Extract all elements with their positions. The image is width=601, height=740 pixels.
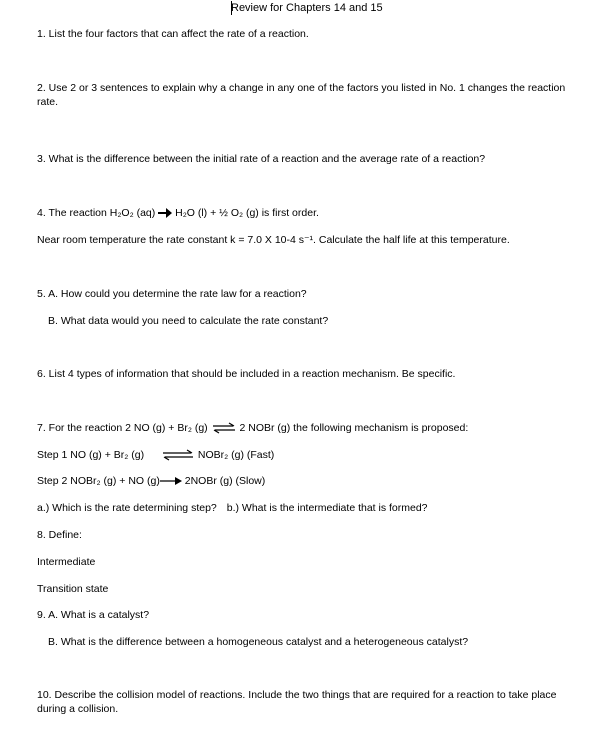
reaction-arrow-icon: [160, 476, 182, 486]
page-title: Review for Chapters 14 and 15: [231, 2, 383, 14]
question-10: 10. Describe the collision model of reactions. Include the two things that are required for a reaction to take place during a collision.: [37, 689, 557, 716]
question-7-subquestions: [37, 501, 428, 515]
equilibrium-arrow-icon: [161, 449, 195, 461]
question-3: 3. What is the difference between the initial rate of a reaction and the average rate of a reaction?: [37, 153, 486, 165]
question-2: 2. Use 2 or 3 sentences to explain why a change in any one of the factors you listed in No. 1 changes the reaction rate.: [37, 82, 566, 109]
question-6: 6. List 4 types of information that should be included in a reaction mechanism. Be specific.: [37, 368, 456, 380]
mechanism-step-1: [37, 448, 274, 462]
question-7a: a.) Which is the rate determining step?: [37, 502, 217, 514]
equilibrium-arrow-icon: [211, 422, 237, 434]
step-1-rest: NOBr₂ (g) (Fast): [194, 449, 275, 461]
question-5b: B. What data would you need to calculate the rate constant?: [48, 315, 329, 327]
step-2-lead: Step 2 NOBr₂ (g) + NO (g): [37, 475, 160, 487]
question-4-lead: 4. The reaction H₂O₂ (aq): [37, 207, 159, 219]
mechanism-step-2: [37, 474, 265, 488]
question-7b: b.) What is the intermediate that is formed?: [226, 502, 428, 514]
question-7: [37, 421, 468, 435]
question-7-rest: 2 NOBr (g) the following mechanism is proposed:: [236, 422, 469, 434]
question-1: 1. List the four factors that can affect the rate of a reaction.: [37, 28, 309, 40]
question-9a: 9. A. What is a catalyst?: [37, 609, 150, 621]
step-2-rest: 2NOBr (g) (Slow): [181, 475, 266, 487]
question-4: [37, 206, 319, 220]
step-1-lead: Step 1 NO (g) + Br₂ (g): [37, 449, 147, 461]
question-7-lead: 7. For the reaction 2 NO (g) + Br₂ (g): [37, 422, 211, 434]
define-transition-state: Transition state: [37, 583, 109, 595]
question-4-rate-constant: Near room temperature the rate constant k = 7.0 X 10-4 s⁻¹. Calculate the half life at this temperature.: [37, 234, 510, 246]
question-5a: 5. A. How could you determine the rate law for a reaction?: [37, 288, 307, 300]
question-9b: B. What is the difference between a homogeneous catalyst and a heterogeneous catalyst?: [48, 636, 469, 648]
question-8: 8. Define:: [37, 529, 82, 541]
question-4-rest: H₂O (l) + ½ O₂ (g) is first order.: [172, 207, 319, 219]
reaction-arrow-icon: [158, 208, 172, 218]
define-intermediate: Intermediate: [37, 556, 96, 568]
